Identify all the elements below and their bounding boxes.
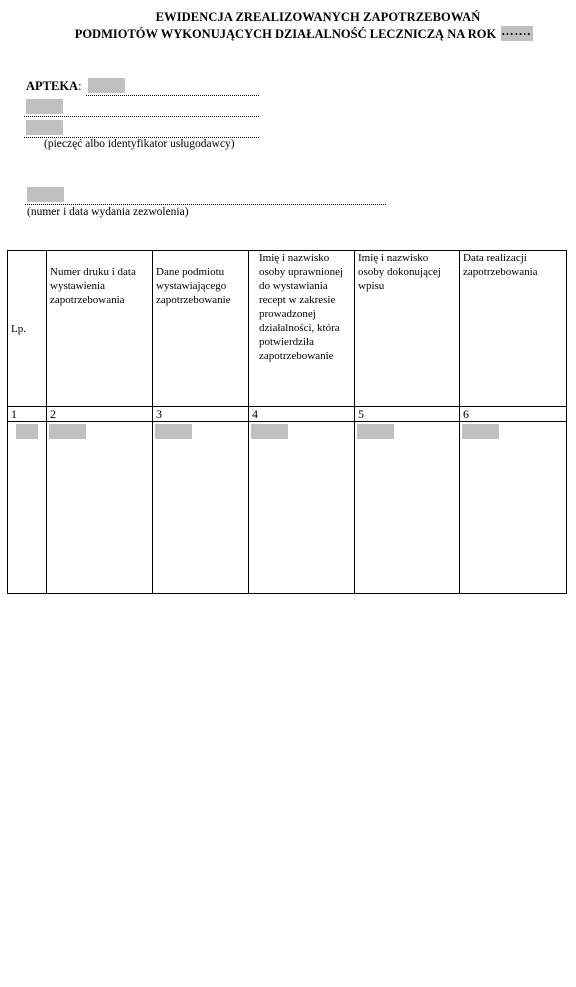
- cell-print-number: [47, 422, 153, 594]
- cell-issuing-entity: [153, 422, 249, 594]
- pharmacy-line-2: [24, 116, 259, 117]
- year-field[interactable]: [501, 26, 533, 41]
- cell-lp: [8, 422, 47, 594]
- pharmacy-caption: (pieczęć albo identyfikator usługodawcy): [44, 138, 235, 150]
- cell-entry-person: [355, 422, 460, 594]
- column-number: 3: [153, 407, 249, 422]
- pharmacy-name-field[interactable]: [88, 78, 125, 93]
- column-number: 5: [355, 407, 460, 422]
- realization-date-field[interactable]: [462, 424, 499, 439]
- column-number: 6: [460, 407, 567, 422]
- permit-field[interactable]: [27, 187, 64, 202]
- header-realization-date: Data realizacji zapotrzebowania: [460, 251, 567, 407]
- header-entry-person: Imię i nazwisko osoby dokonującej wpisu: [355, 251, 460, 407]
- permit-caption: (numer i data wydania zezwolenia): [27, 206, 189, 218]
- column-number: 2: [47, 407, 153, 422]
- column-number: 4: [249, 407, 355, 422]
- print-number-field[interactable]: [49, 424, 86, 439]
- table-header-row: [8, 251, 567, 407]
- pharmacy-line-1: [86, 95, 259, 96]
- table-row: [8, 422, 567, 594]
- header-issuing-entity: Dane podmiotu wystawiającego zapotrzebowanie: [153, 251, 249, 407]
- document-title-line1: EWIDENCJA ZREALIZOWANYCH ZAPOTRZEBOWAŃ: [155, 10, 481, 24]
- records-table: [7, 250, 567, 594]
- header-authorized-person: Imię i nazwisko osoby uprawnionej do wystawiania recept w zakresie prowadzonej działalności, która potwierdziła zapotrzebowanie: [249, 251, 355, 407]
- pharmacy-address-field-1[interactable]: [26, 99, 63, 114]
- cell-realization-date: [460, 422, 567, 594]
- table-column-numbers-row: [8, 407, 567, 422]
- cell-authorized-person: [249, 422, 355, 594]
- header-lp: Lp.: [8, 251, 47, 407]
- issuing-entity-field[interactable]: [155, 424, 192, 439]
- year-placeholder: …….: [501, 24, 531, 38]
- document-title-line2: [16, 26, 576, 43]
- pharmacy-label-colon: :: [78, 79, 82, 93]
- entry-person-field[interactable]: [357, 424, 394, 439]
- title-line2-text: PODMIOTÓW WYKONUJĄCYCH DZIAŁALNOŚĆ LECZNICZĄ NA ROK: [74, 27, 497, 41]
- permit-line: [25, 204, 386, 205]
- pharmacy-label: APTEKA: [26, 79, 79, 93]
- pharmacy-label-group: [26, 79, 82, 94]
- pharmacy-address-field-2[interactable]: [26, 120, 63, 135]
- lp-field[interactable]: [16, 424, 38, 439]
- header-print-number: Numer druku i data wystawienia zapotrzebowania: [47, 251, 153, 407]
- authorized-person-field[interactable]: [251, 424, 288, 439]
- column-number: 1: [8, 407, 47, 422]
